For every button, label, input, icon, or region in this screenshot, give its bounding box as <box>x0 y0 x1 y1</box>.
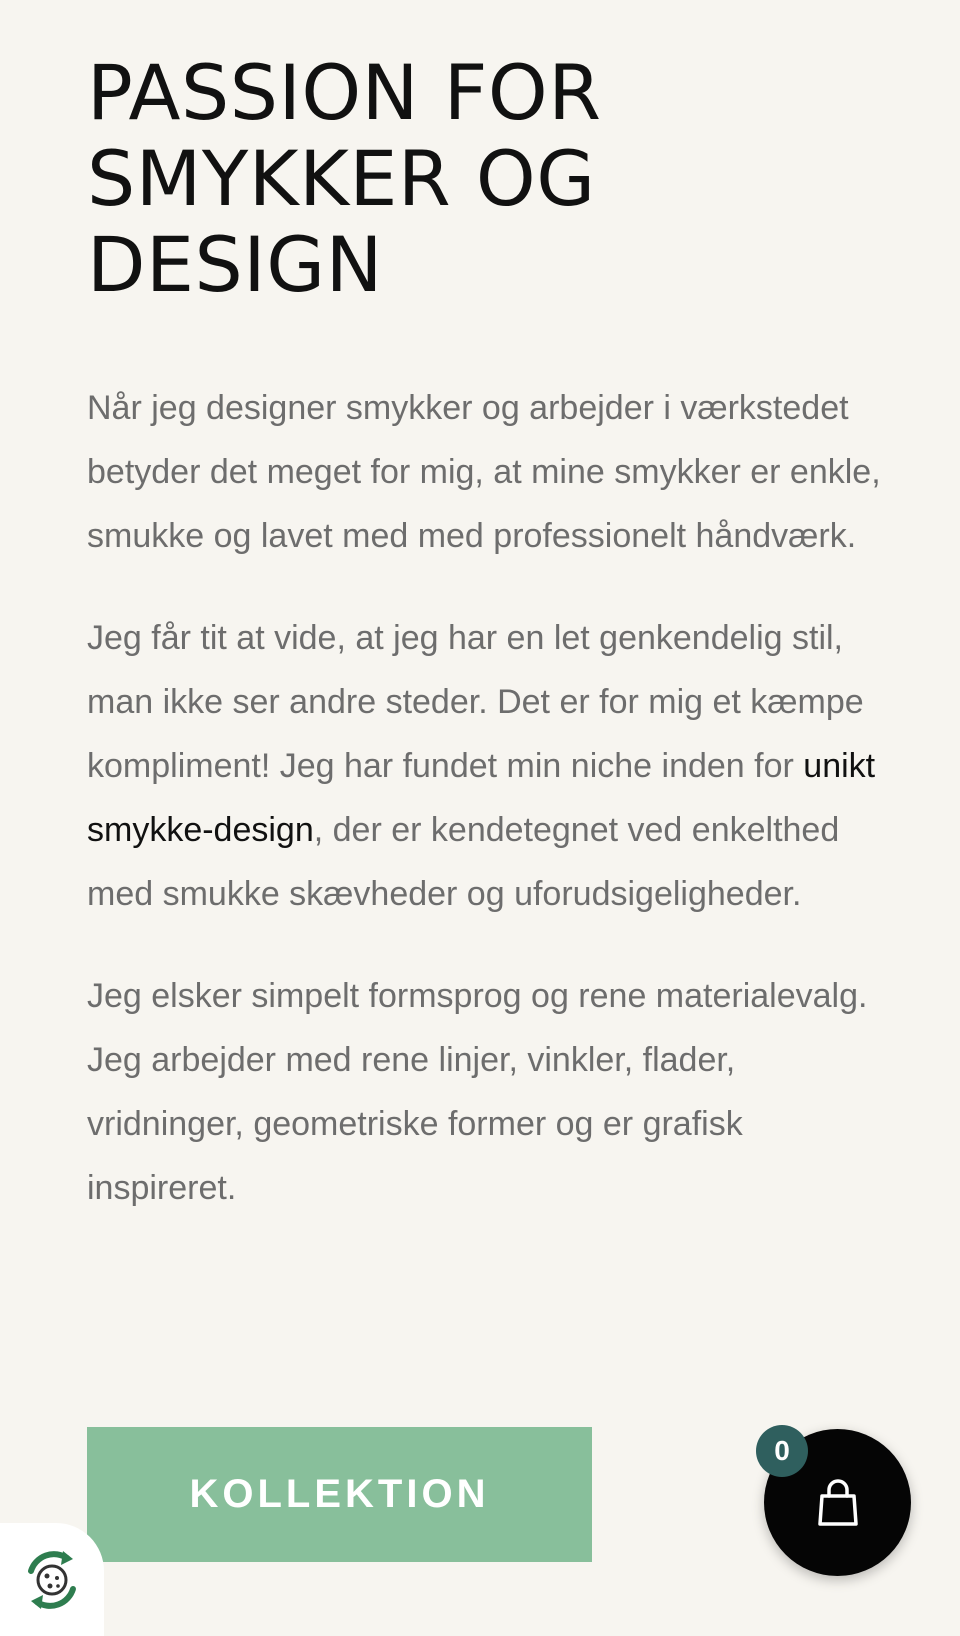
style-paragraph-text-end: , der er kendetegnet ved enkelthed med smukke skævheder og uforudsigeligheder. <box>87 811 840 913</box>
style-paragraph <box>87 606 887 926</box>
unique-design-link[interactable]: unikt smykke-design <box>87 747 876 849</box>
page-title-line-2: SMYKKER OG <box>87 134 596 223</box>
cart-count-badge: 0 <box>756 1425 808 1477</box>
style-paragraph-text-start: Jeg får tit at vide, at jeg har en let genkendelig stil, man ikke ser andre steder. Det er for mig et kæmpe kompliment! Jeg har fundet min niche inden for <box>87 619 864 785</box>
cookie-settings-button[interactable] <box>0 1523 104 1636</box>
page-title-line-1: PASSION FOR <box>87 48 602 137</box>
page-title <box>87 50 887 308</box>
main-content <box>87 50 887 1220</box>
collection-button[interactable]: KOLLEKTION <box>87 1427 592 1562</box>
form-paragraph: Jeg elsker simpelt formsprog og rene materialevalg. Jeg arbejder med rene linjer, vinkler, flader, vridninger, geometriske former og er grafisk inspireret. <box>87 977 868 1207</box>
shopping-bag-icon <box>814 1478 862 1528</box>
cookie-settings-icon <box>17 1545 87 1615</box>
intro-paragraph: Når jeg designer smykker og arbejder i værkstedet betyder det meget for mig, at mine smykker er enkle, smukke og lavet med med professionelt håndværk. <box>87 389 881 555</box>
page-title-line-3: DESIGN <box>87 220 383 309</box>
